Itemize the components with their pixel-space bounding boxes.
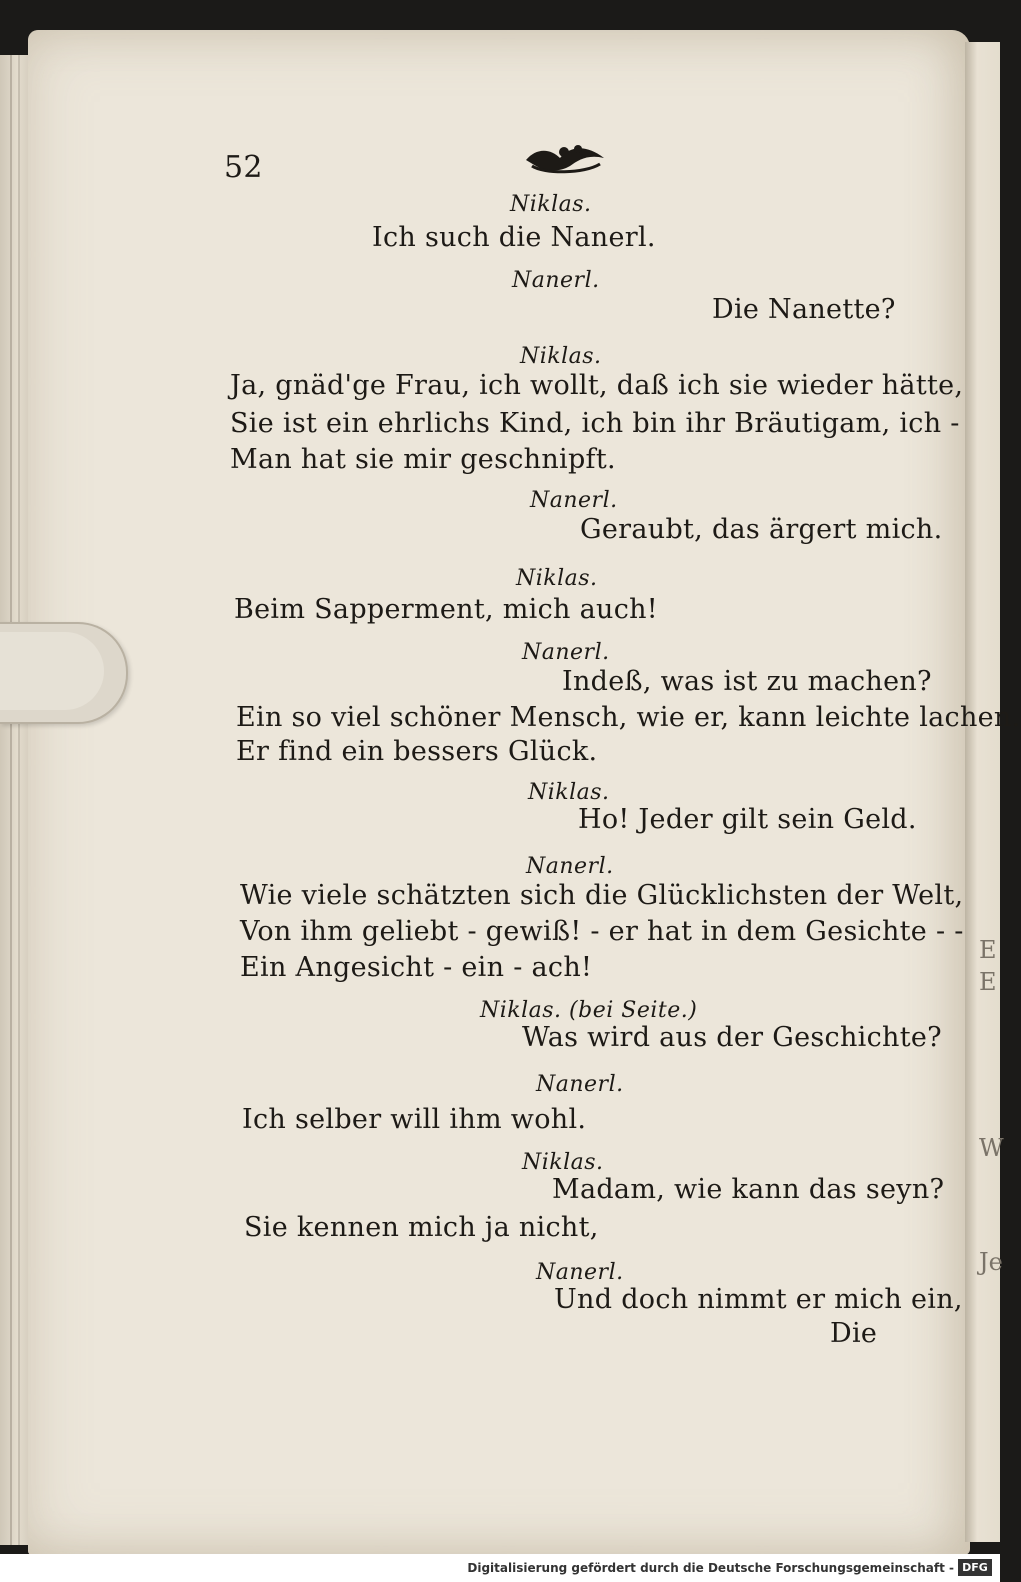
page-number: 52 <box>224 150 263 185</box>
verse-line: Man hat sie mir geschnipft. <box>230 444 616 475</box>
speaker-name: Nanerl. <box>530 488 618 513</box>
verse-line: Ein so viel schöner Mensch, wie er, kann leichte lachen. <box>236 702 1021 733</box>
floral-ornament-icon <box>524 138 606 178</box>
speaker-name: Nanerl. <box>512 268 600 293</box>
verse-line: Sie ist ein ehrlichs Kind, ich bin ihr Bräutigam, ich - <box>230 408 960 439</box>
speaker-name: Nanerl. <box>526 854 614 879</box>
book-page <box>28 30 970 1555</box>
speaker-name: Nanerl. <box>536 1260 624 1285</box>
facing-page-edge <box>965 42 1004 1542</box>
speaker-name: Niklas. <box>510 192 592 217</box>
speaker-name: Niklas. <box>516 566 598 591</box>
speaker-name: Niklas. (bei Seite.) <box>480 998 698 1023</box>
verse-line: Von ihm geliebt - gewiß! - er hat in dem Gesichte - - <box>240 916 964 947</box>
verse-line: Sie kennen mich ja nicht, <box>244 1212 599 1243</box>
speaker-name: Niklas. <box>522 1150 604 1175</box>
speaker-name: Niklas. <box>528 780 610 805</box>
verse-line: Was wird aus der Geschichte? <box>522 1022 942 1053</box>
speaker-name: Niklas. <box>520 344 602 369</box>
footer-credit: Digitalisierung gefördert durch die Deutsche Forschungsgemeinschaft - <box>467 1561 954 1575</box>
speaker-name: Nanerl. <box>536 1072 624 1097</box>
facing-page-fragment: W <box>979 1134 1004 1162</box>
verse-line: Ho! Jeder gilt sein Geld. <box>578 804 917 835</box>
verse-line: Ich such die Nanerl. <box>372 222 656 253</box>
verse-line: Und doch nimmt er mich ein, <box>554 1284 963 1315</box>
verse-line: Geraubt, das ärgert mich. <box>580 514 943 545</box>
verse-line: Er find ein bessers Glück. <box>236 736 598 767</box>
facing-page-fragment: E <box>979 968 997 996</box>
verse-line: Ich selber will ihm wohl. <box>242 1104 587 1135</box>
verse-line: Die Nanette? <box>712 294 896 325</box>
verse-line: Wie viele schätzten sich die Glücklichsten der Welt, <box>240 880 964 911</box>
verse-line: Indeß, was ist zu machen? <box>562 666 932 697</box>
verse-line: Madam, wie kann das seyn? <box>552 1174 945 1205</box>
verse-line: Ja, gnäd'ge Frau, ich wollt, daß ich sie wieder hätte, <box>230 370 964 401</box>
page-clip-tab <box>0 622 128 724</box>
dfg-logo-icon <box>958 1559 992 1576</box>
facing-page-fragment: Je <box>979 1248 1003 1276</box>
facing-page-fragment: E <box>979 936 997 964</box>
catchword: Die <box>830 1318 878 1349</box>
verse-line: Ein Angesicht - ein - ach! <box>240 952 593 983</box>
speaker-name: Nanerl. <box>522 640 610 665</box>
verse-line: Beim Sapperment, mich auch! <box>234 594 658 625</box>
